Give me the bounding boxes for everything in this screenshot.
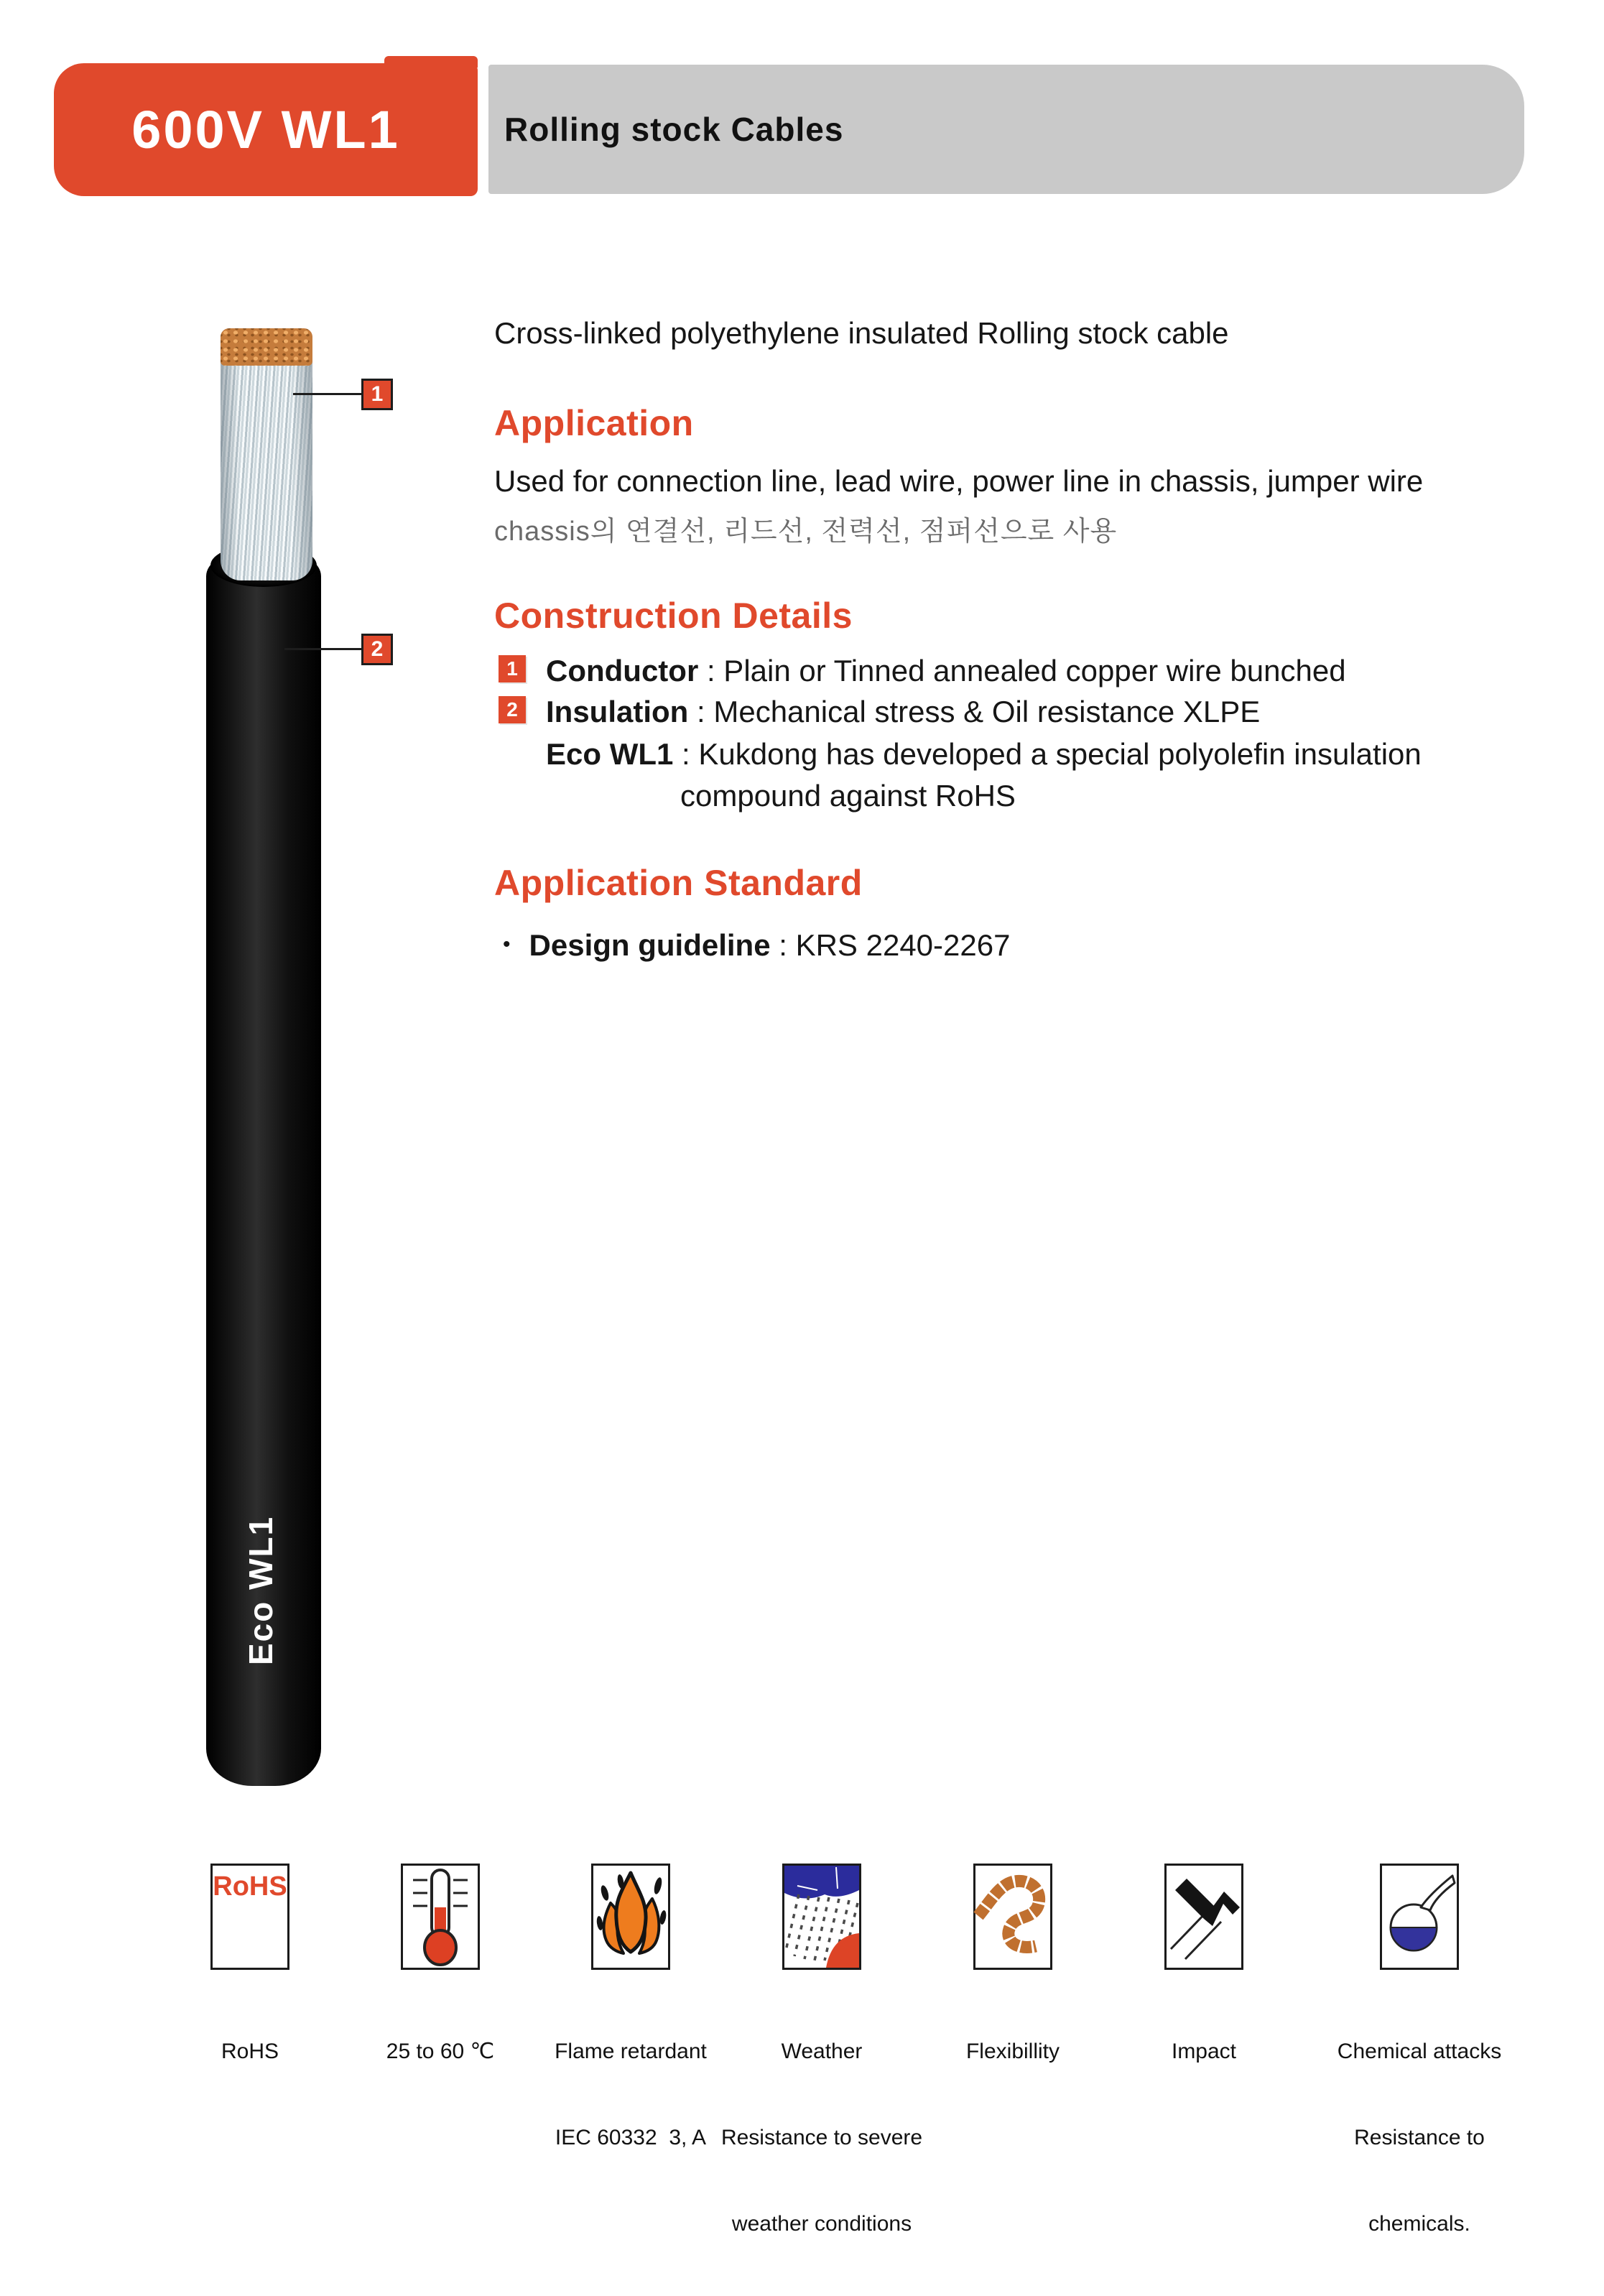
standard-heading: Application Standard — [494, 863, 863, 903]
callout-number-2: 2 — [371, 637, 384, 661]
feature-label: Chemical attacks Resistance to chemicals. — [1337, 2040, 1502, 2236]
chemical-icon — [1382, 1866, 1457, 1968]
callout-number-1: 1 — [371, 382, 384, 406]
impact-icon — [1167, 1866, 1241, 1968]
construction-item-eco-continued: compound against RoHS — [680, 779, 1016, 813]
item-value: : Plain or Tinned annealed copper wire bunched — [698, 654, 1346, 688]
item-label: Conductor — [546, 654, 699, 688]
flexibility-icon — [975, 1866, 1050, 1968]
feature-weather — [721, 1864, 922, 2296]
thermometer-icon — [403, 1866, 478, 1968]
callout-marker-2 — [361, 634, 393, 665]
construction-item-insulation — [499, 695, 1260, 729]
construction-item-text — [546, 695, 1260, 729]
intro-line: Cross-linked polyethylene insulated Rolling stock cable — [494, 316, 1229, 350]
feature-temperature — [340, 1864, 541, 2124]
bullet: • — [503, 932, 511, 956]
feature-impact — [1103, 1864, 1304, 2124]
weather-icon — [784, 1866, 859, 1968]
rohs-icon-text: RoHS — [213, 1871, 287, 1902]
rohs-icon — [210, 1864, 289, 1970]
cable-marking-text: Eco WL1 — [242, 1515, 279, 1665]
feature-label: 25 to 60 ℃ — [386, 2040, 495, 2063]
flame-icon — [593, 1866, 668, 1968]
cable-copper-tips — [221, 328, 312, 366]
feature-rohs — [149, 1864, 351, 2124]
item-label: Design guideline — [529, 928, 771, 962]
construction-item-eco — [546, 737, 1422, 772]
product-code: 600V WL1 — [131, 100, 400, 159]
callout-marker-1 — [361, 379, 393, 410]
item-value: : Mechanical stress & Oil resistance XLPE — [688, 695, 1261, 728]
application-text-korean: chassis의 연결선, 리드선, 전력선, 점퍼선으로 사용 — [494, 517, 1118, 547]
item-value: : Kukdong has developed a special polyolefin insulation — [673, 737, 1422, 771]
feature-label: Flame retardant IEC 60332 3, A — [555, 2040, 707, 2149]
application-text: Used for connection line, lead wire, power line in chassis, jumper wire — [494, 464, 1424, 498]
item-value: : KRS 2240-2267 — [770, 928, 1011, 962]
application-heading: Application — [494, 403, 694, 443]
product-code-badge — [54, 63, 478, 196]
feature-label: Weather Resistance to severe weather conditions — [720, 2040, 923, 2236]
category-title: Rolling stock Cables — [504, 111, 844, 148]
item-number-badge-2: 2 — [499, 696, 526, 723]
design-guideline-line — [503, 928, 1010, 963]
feature-label: Flexibillity — [965, 2040, 1060, 2063]
category-badge — [488, 65, 1524, 194]
feature-flexibility — [912, 1864, 1113, 2124]
construction-heading: Construction Details — [494, 596, 853, 636]
cable-conductor-strands — [221, 330, 312, 580]
callout-line-2 — [284, 648, 362, 650]
item-number-badge-1: 1 — [499, 655, 526, 682]
construction-item-conductor — [499, 654, 1346, 688]
item-label: Eco WL1 — [546, 737, 674, 771]
callout-line-1 — [293, 393, 362, 395]
construction-item-text — [546, 654, 1346, 688]
feature-chemical — [1319, 1864, 1520, 2296]
feature-label: Impact — [1171, 2040, 1237, 2063]
item-label: Insulation — [546, 695, 689, 728]
feature-flame-retardant — [530, 1864, 731, 2210]
feature-label: RoHS — [221, 2040, 279, 2063]
